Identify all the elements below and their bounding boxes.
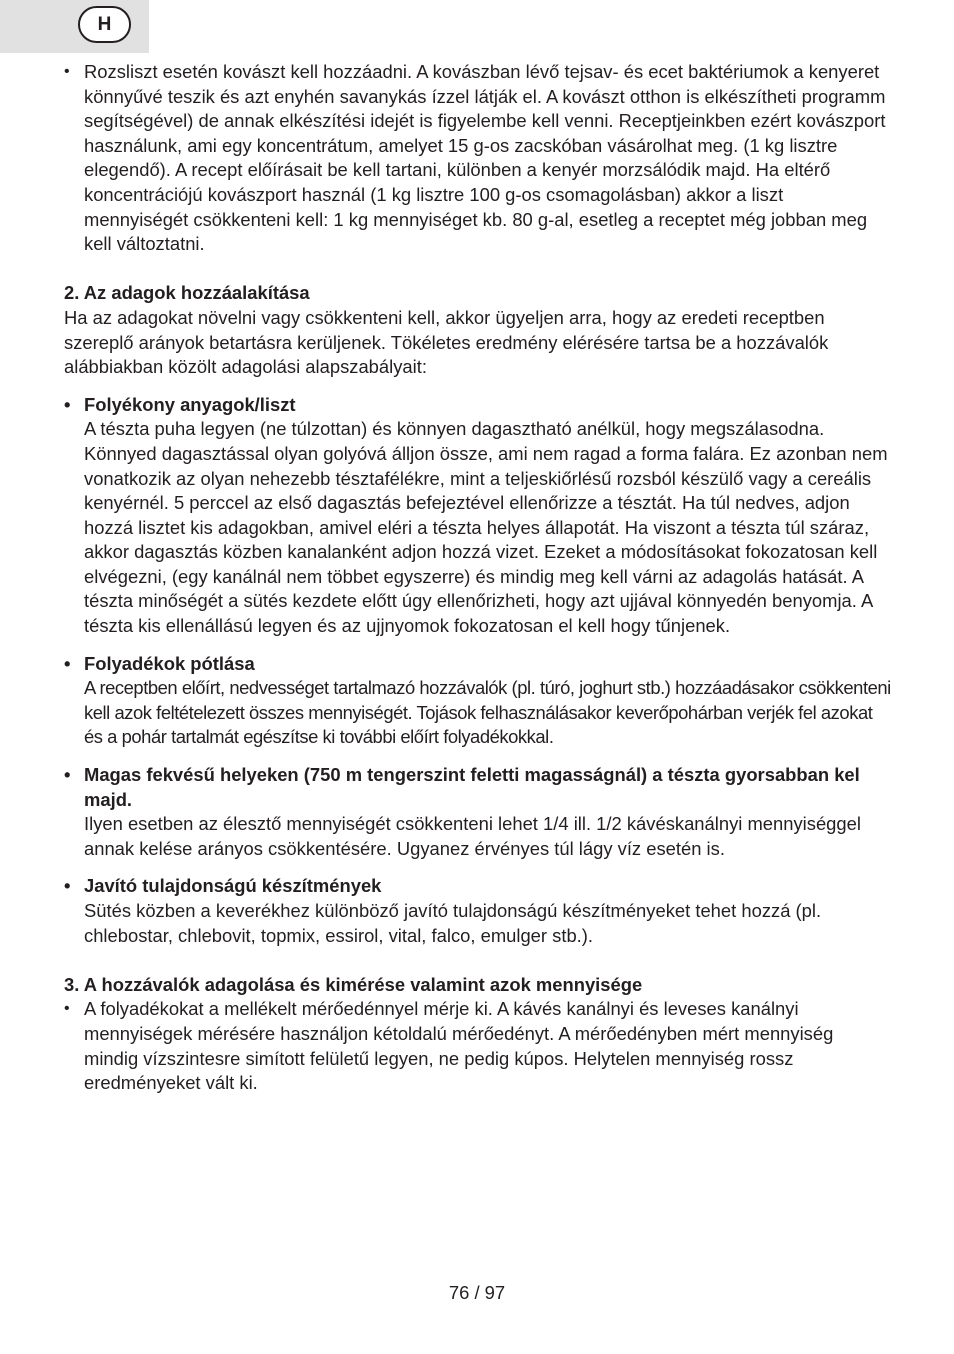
list-item-text: A receptben előírt, nedvességet tartalmazó hozzávalók (pl. túró, joghurt stb.) hozzáadásakor csökkenteni kell azok feltételezett összes mennyiségét. Tojások felhasználásakor keverőpohárban verjék fel azokat és a pohár tartalmát egészítse ki további előírt folyadékokkal. — [84, 677, 891, 748]
bullet-dot: • — [64, 1000, 70, 1018]
list-item — [64, 652, 892, 750]
language-tab — [0, 0, 149, 53]
list-item-text: A folyadékokat a mellékelt mérőedénnyel mérje ki. A kávés kanálnyi és leveses kanálnyi mennyiségek mérésére használjon kétoldalú mérőedényt. A mérőedényben mért mennyiség mindig vízszintesre simított felületű legyen, ne pedig kúpos. Helytelen mennyiség rossz eredményeket vált ki. — [84, 998, 834, 1094]
section-heading: 3. A hozzávalók adagolása és kimérése valamint azok mennyisége — [64, 973, 643, 995]
list-item-text: A tészta puha legyen (ne túlzottan) és könnyen dagasztható anélkül, hogy megszálasodna. Könnyed dagasztással olyan golyóvá álljon össze, ami nem ragad a forma falára. Ez azonban nem vonatkozik az olyan nehezebb tésztafélékre, mint a teljeskiőrlésű rozsból készülő vagy a cereális kenyérnél. 5 perccel az első dagasztás befejeztével ellenőrizze a tésztát. Ha túl nedves, adjon hozzá lisztet kis adagokban, amivel eléri a tészta helyes állapotát. Ha viszont a tészta túl száraz, akkor dagasztás közben kanalanként adjon hozzá vizet. Ezeket a módosításokat fokozatosan kell elvégezni, (egy kanálnál nem többet egyszerre) és mindig meg kell várni az adagolás hatását. A tészta minőségét a sütés kezdete előtt úgy ellenőrizheti, hogy azt ujjával könnyedén benyomja. A tészta kis ellenállású legyen és az ujjnyomok fokozatosan el kell hogy tűnjenek. — [84, 418, 888, 637]
intro-bullet-text: Rozsliszt esetén kovászt kell hozzáadni. A kovászban lévő tejsav- és ecet baktériumok a kenyeret könnyűvé teszik és azt enyhén savanykás ízzel látják el. A kovászt otthon is elkészítheti programm segítségével) de annak elkészítési idejét is figyelembe kell venni. Receptjeinkben ezért kovászport használunk, ami egy koncentrátum, amelyet 15 g-os zacskóban vásárolhat meg. (1 kg lisztre elegendő). A recept előírásait be kell tartani, különben a kenyér morzsálódik majd. Ha eltérő koncentrációjú kovászport használ (1 kg lisztre 100 g-os csomagolásban) akkor a liszt mennyiségét csökkenteni kell: 1 kg mennyiséget kb. 80 g-al, esetleg a receptet még jobban meg kell változtatni. — [84, 61, 886, 255]
bullet-dot: • — [64, 652, 71, 674]
list-item-title: Magas fekvésű helyeken (750 m tengerszint feletti magasságnál) a tészta gyorsabban kel majd. — [84, 764, 860, 810]
section-intro: Ha az adagokat növelni vagy csökkenteni kell, akkor ügyeljen arra, hogy az eredeti receptben szereplő arányok betartásra kerüljenek. Tökéletes eredmény elérésére tartsa be a hozzávalók alábbiakban közölt adagolási alapszabályait: — [64, 306, 829, 378]
list-item-title: Javító tulajdonságú készítmények — [84, 875, 382, 897]
list-item-text: Sütés közben a keverékhez különböző javító tulajdonságú készítményeket tehet hozzá (pl. chlebostar, chlebovit, topmix, essirol, vital, falco, emulger stb.). — [84, 900, 822, 946]
bullet-dot: • — [64, 393, 71, 415]
page-number: 76 / 97 — [448, 1282, 506, 1303]
list-item-title: Folyékony anyagok/liszt — [84, 393, 296, 415]
bullet-dot: • — [64, 63, 70, 80]
list-item-text: Ilyen esetben az élesztő mennyiségét csökkenteni lehet 1/4 ill. 1/2 kávéskanálnyi mennyiséggel annak kelése arányos csökkentésére. Ugyanez érvényes túl lágy víz esetén is. — [84, 813, 861, 859]
list-item — [64, 60, 892, 257]
list-item-title: Folyadékok pótlása — [84, 652, 255, 674]
list-item — [64, 393, 892, 639]
bullet-dot: • — [64, 764, 71, 786]
list-item — [64, 997, 892, 1095]
language-badge: H — [78, 6, 131, 43]
page-content — [64, 60, 892, 1096]
section-heading: 2. Az adagok hozzáalakítása — [64, 282, 310, 304]
list-item — [64, 874, 892, 948]
list-item — [64, 763, 892, 861]
bullet-dot: • — [64, 875, 71, 897]
